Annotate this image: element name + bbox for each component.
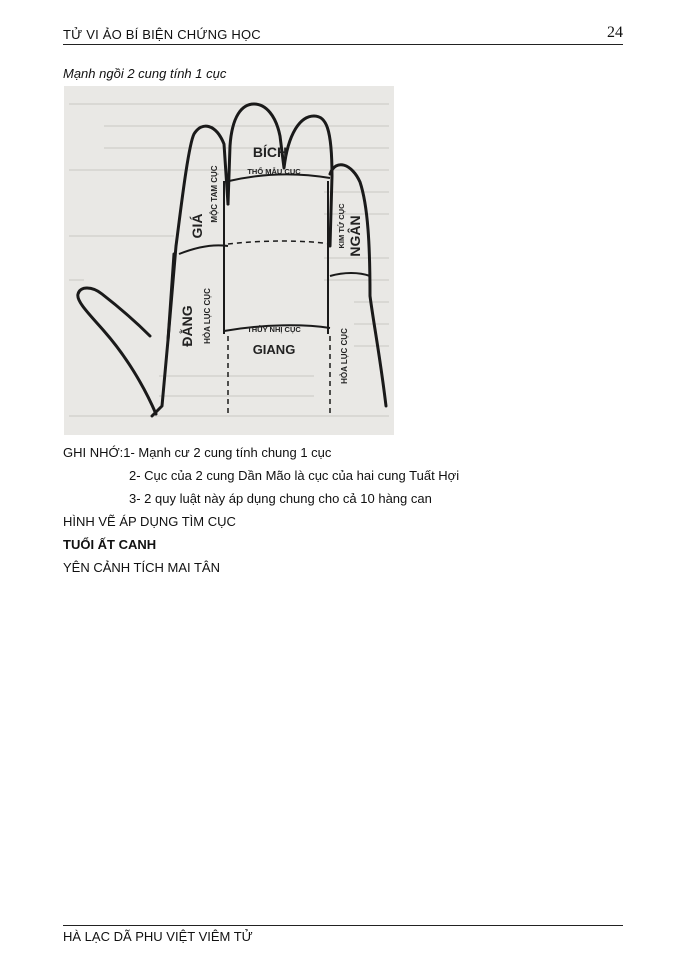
label-thuy-nhi-cuc: THỦY NHỊ CỤC: [247, 325, 301, 334]
note-line-3: 3- 2 quy luật này áp dụng chung cho cả 10 hàng can: [129, 491, 432, 506]
page-header: [63, 24, 623, 45]
label-hoa-luc-cuc-right: HỎA LỤC CỤC: [340, 328, 349, 384]
footer-text: HÀ LẠC DÃ PHU VIỆT VIÊM TỬ: [63, 929, 253, 944]
label-bich: BÍCH: [252, 144, 288, 160]
label-moc-tam-cuc: MỘC TAM CỤC: [210, 165, 219, 223]
page-number: 24: [607, 24, 623, 41]
label-dang: ĐẰNG: [179, 305, 195, 347]
page-footer: [63, 925, 623, 944]
label-kim-tu-cuc: KIM TỨ CỤC: [337, 203, 346, 249]
label-ngan: NGÂN: [347, 215, 363, 257]
subsection-title: TUỔI ẤT CANH: [63, 537, 157, 552]
label-gia: GIÁ: [189, 213, 205, 239]
label-hoa-luc-cuc-left: HỎA LỤC CỤC: [203, 288, 212, 344]
notes-block: [63, 441, 623, 579]
label-giang: GIANG: [252, 342, 296, 357]
subsection-text: YÊN CẢNH TÍCH MAI TÂN: [63, 560, 220, 575]
label-tho-mau-cuc: THỔ MẪU CỤC: [247, 167, 301, 176]
note-line-1: GHI NHỚ:1- Mạnh cư 2 cung tính chung 1 cục: [63, 445, 332, 460]
note-line-2: 2- Cục của 2 cung Dần Mão là cục của hai cung Tuất Hợi: [129, 468, 460, 483]
section-title: HÌNH VẼ ÁP DỤNG TÌM CỤC: [63, 514, 236, 529]
hand-diagram-svg: [64, 86, 394, 435]
header-title: TỬ VI ẢO BÍ BIỆN CHỨNG HỌC: [63, 27, 261, 42]
hand-diagram: [64, 86, 394, 435]
figure-caption: Mạnh ngồi 2 cung tính 1 cục: [63, 66, 227, 81]
